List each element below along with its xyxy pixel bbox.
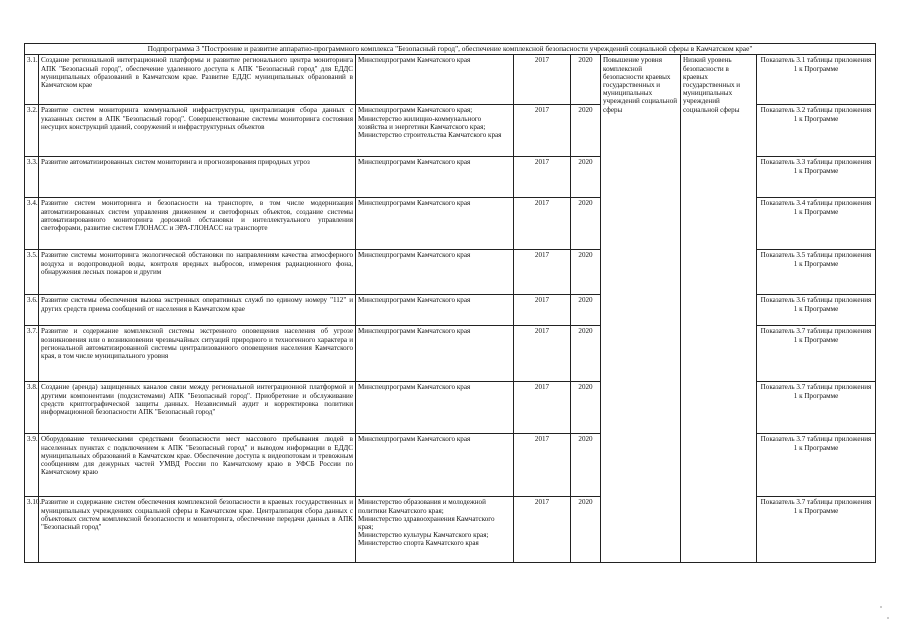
row-number: 3.6.: [25, 295, 39, 326]
start-year: 2017: [514, 497, 571, 563]
responsible-executor: [356, 326, 514, 382]
row-number: 3.10.: [25, 497, 39, 563]
indicator-link: Показатель 3.2 таблицы приложения 1 к Программе: [757, 105, 876, 157]
measure-description: Развитие системы обеспечения вызова экстренных оперативных служб по единому номеру "112" и других средств приема сообщений от населения в Камчатском крае: [39, 295, 356, 326]
executor-line: Минспецпрограмм Камчатского края: [358, 56, 471, 65]
indicator-link: Показатель 3.1 таблицы приложения 1 к Программе: [757, 55, 876, 105]
executor-line: Министерство культуры Камчатского края;: [358, 531, 489, 540]
responsible-executor: [356, 295, 514, 326]
end-year: 2020: [571, 198, 601, 250]
start-year: 2017: [514, 105, 571, 157]
indicator-link: Показатель 3.6 таблицы приложения 1 к Программе: [757, 295, 876, 326]
end-year: 2020: [571, 55, 601, 105]
table-header-row: [25, 44, 876, 55]
row-number: 3.3.: [25, 157, 39, 198]
start-year: 2017: [514, 382, 571, 434]
executor-line: Министерство образования и молодежной политики Камчатского края;: [358, 498, 486, 515]
measure-description: Развитие и содержание комплексной системы экстренного оповещения населения об угрозе возникновения или о возникновении чрезвычайных ситуаций природного и техногенного характера и региональной автоматизированной системы централизованного оповещения населения Камчатского края, в том числе муниципального уровня: [39, 326, 356, 382]
responsible-executor: [356, 497, 514, 563]
responsible-executor: [356, 157, 514, 198]
start-year: 2017: [514, 326, 571, 382]
responsible-executor: [356, 105, 514, 157]
start-year: 2017: [514, 434, 571, 497]
executor-line: Министерство здравоохранения Камчатского края;: [358, 514, 495, 532]
responsible-executor: [356, 198, 514, 250]
row-number: 3.1.: [25, 55, 39, 105]
end-year: 2020: [571, 326, 601, 382]
end-year: 2020: [571, 382, 601, 434]
measure-description: Создание региональной интеграционной платформы и развитие регионального центра мониторинга АПК "Безопасный город", обеспечение удаленного доступа к АПК "Безопасный город" для ЕДДС муниципальных образований в Камчатском крае. Развитие ЕДДС муниципальных образований в Камчатском крае: [39, 55, 356, 105]
measure-description: Создание (аренда) защищенных каналов связи между региональной интеграционной платформой и другими компонентами (подсистемами) АПК "Безопасный город". Приобретение и обслуживание средств криптографической защиты данных. Независимый аудит и корректировка политики информационной безопасности АПК "Безопасный город": [39, 382, 356, 434]
measure-description: Развитие систем мониторинга коммунальной инфраструктуры, централизация сбора данных с указанных систем в АПК "Безопасный город". Совершенствование системы мониторинга состояния несущих конструкций зданий, сооружений и инфраструктурных объектов: [39, 105, 356, 157]
executor-line: Минспецпрограмм Камчатского края: [358, 296, 471, 305]
start-year: 2017: [514, 250, 571, 295]
end-year: 2020: [571, 434, 601, 497]
non-implementation-consequences: Низкий уровень безопасности в краевых государственных и муниципальных учреждений социальной сферы: [681, 55, 757, 563]
row-number: 3.4.: [25, 198, 39, 250]
end-year: 2020: [571, 105, 601, 157]
executor-line: Минспецпрограмм Камчатского края: [358, 199, 471, 208]
executor-line: Минспецпрограмм Камчатского края;: [358, 106, 473, 115]
row-number: 3.5.: [25, 250, 39, 295]
executor-line: Минспецпрограмм Камчатского края: [358, 435, 471, 444]
table-body: [25, 44, 876, 563]
executor-line: Министерство спорта Камчатского края: [358, 539, 479, 548]
indicator-link: Показатель 3.7 таблицы приложения 1 к Программе: [757, 326, 876, 382]
indicator-link: Показатель 3.4 таблицы приложения 1 к Программе: [757, 198, 876, 250]
responsible-executor: [356, 382, 514, 434]
responsible-executor: [356, 55, 514, 105]
row-number: 3.9.: [25, 434, 39, 497]
indicator-link: Показатель 3.7 таблицы приложения 1 к Программе: [757, 382, 876, 434]
scan-speck: [880, 606, 882, 608]
measure-description: Оборудование техническими средствами безопасности мест массового пребывания людей в населенных пунктах с подключением к АПК "Безопасный город" и выводом информации в ЕДДС муниципальных образований в Камчатском крае. Обеспечение доступа к видеопотокам и тревожным сообщениям для дежурных частей УМВД России по Камчатскому краю в УФСБ России по Камчатскому краю: [39, 434, 356, 497]
end-year: 2020: [571, 250, 601, 295]
subprogram-title: Подпрограмма 3 "Построение и развитие аппаратно-программного комплекса "Безопасный город", обеспечение комплексной безопасности учреждений социальной сферы в Камчатском крае": [25, 44, 876, 55]
start-year: 2017: [514, 295, 571, 326]
responsible-executor: [356, 250, 514, 295]
indicator-link: Показатель 3.7 таблицы приложения 1 к Программе: [757, 434, 876, 497]
start-year: 2017: [514, 198, 571, 250]
measure-description: Развитие системы мониторинга экологической обстановки по направлениям качества атмосферного воздуха и водопроводной воды, контроля вредных выбросов, измерения радиационного фона, обнаружения лесных пожаров и другим: [39, 250, 356, 295]
end-year: 2020: [571, 497, 601, 563]
measure-description: Развитие систем мониторинга и безопасности на транспорте, в том числе модернизация автоматизированных систем управления движением и светофорных объектов, создание системы автоматизированного мониторинга дорожной обстановки и интеллектуального управления светофорами, развитие систем ГЛОНАСС и ЭРА-ГЛОНАСС на транспорте: [39, 198, 356, 250]
end-year: 2020: [571, 295, 601, 326]
executor-line: Минспецпрограмм Камчатского края: [358, 251, 471, 260]
measure-description: Развитие автоматизированных систем мониторинга и прогнозирования природных угроз: [39, 157, 356, 198]
executor-line: Минспецпрограмм Камчатского края: [358, 327, 471, 336]
scan-speck: [887, 617, 889, 619]
end-year: 2020: [571, 157, 601, 198]
measure-description: Развитие и содержание систем обеспечения комплексной безопасности в краевых государственных и муниципальных учреждениях социальной сферы в Камчатском крае. Централизация сбора данных с объектовых систем комплексной безопасности и мониторинга, обеспечение передачи данных в АПК "Безопасный город": [39, 497, 356, 563]
row-number: 3.2.: [25, 105, 39, 157]
indicator-link: Показатель 3.5 таблицы приложения 1 к Программе: [757, 250, 876, 295]
executor-line: Минспецпрограмм Камчатского края: [358, 158, 471, 167]
row-number: 3.7.: [25, 326, 39, 382]
expected-result: Повышение уровня комплексной безопасности краевых государственных и муниципальных учреждений социальной сферы: [601, 55, 681, 563]
start-year: 2017: [514, 55, 571, 105]
indicator-link: Показатель 3.7 таблицы приложения 1 к Программе: [757, 497, 876, 563]
start-year: 2017: [514, 157, 571, 198]
executor-line: Министерство строительства Камчатского края: [358, 131, 502, 140]
table-row: [25, 55, 876, 105]
executor-line: Минспецпрограмм Камчатского края: [358, 383, 471, 392]
executor-line: Министерство жилищно-коммунального хозяйства и энергетики Камчатского края;: [358, 114, 486, 131]
row-number: 3.8.: [25, 382, 39, 434]
program-table: [24, 43, 876, 563]
indicator-link: Показатель 3.3 таблицы приложения 1 к Программе: [757, 157, 876, 198]
responsible-executor: [356, 434, 514, 497]
